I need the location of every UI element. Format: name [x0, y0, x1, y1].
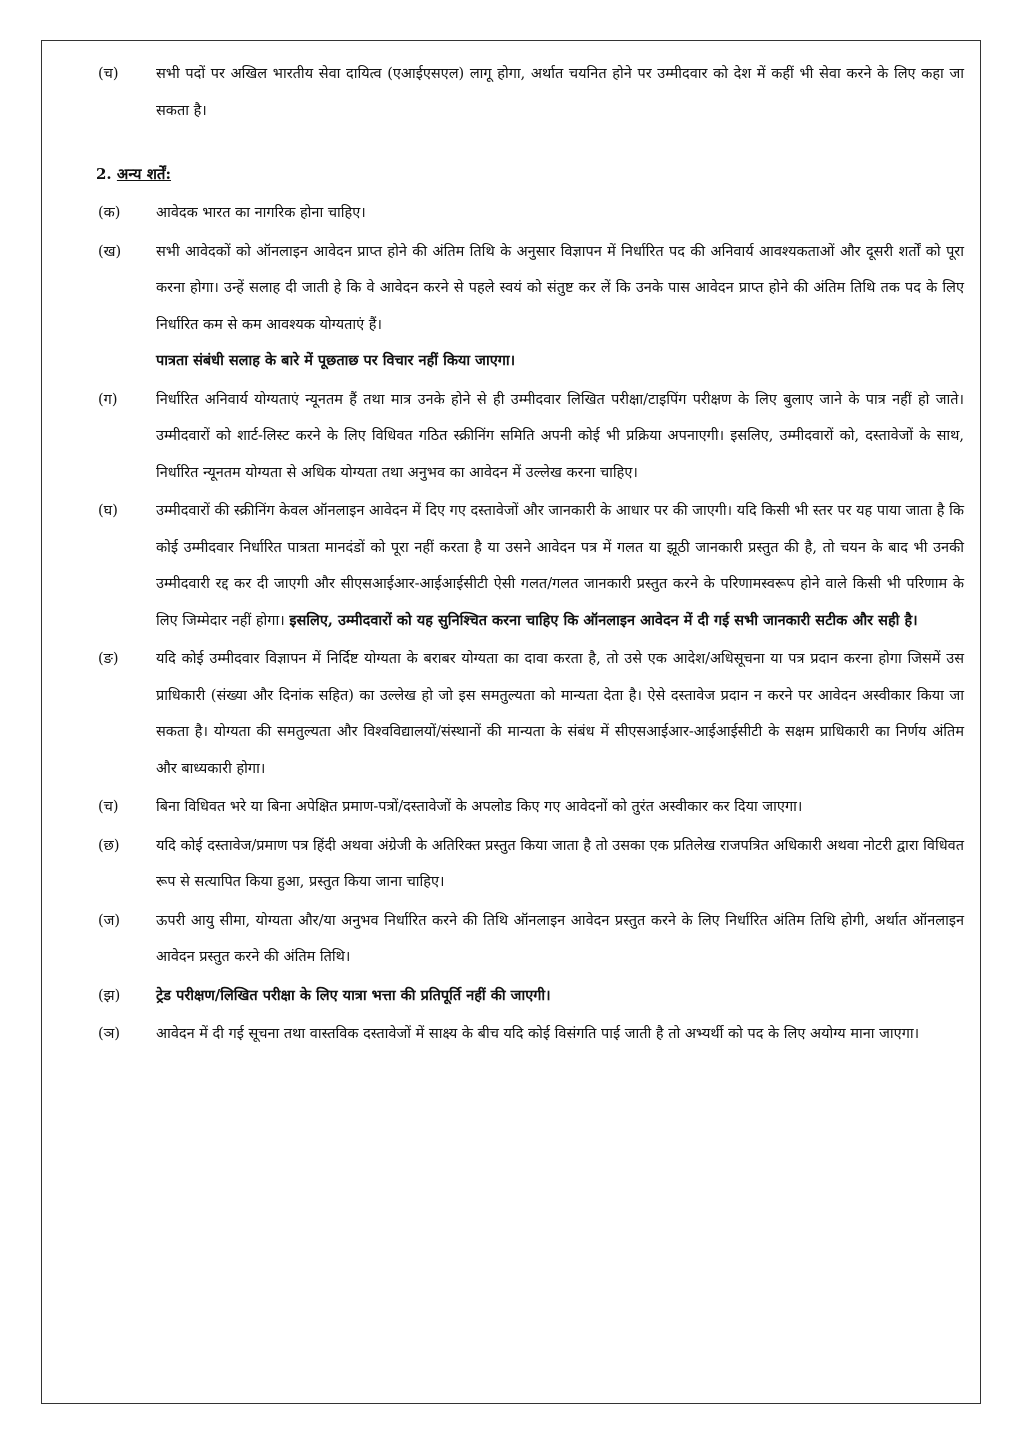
section-heading: [96, 159, 964, 189]
clause-text: [156, 234, 964, 380]
clause-chha: [96, 828, 964, 901]
clause-nga: [96, 641, 964, 787]
clause-ka: [96, 195, 964, 232]
clause-bold-text: ट्रेड परीक्षण/लिखित परीक्षा के लिए यात्रा भत्ता की प्रतिपूर्ति नहीं की जाएगी।: [156, 986, 551, 1004]
clause-text: [156, 789, 964, 826]
clause-plain-text: निर्धारित अनिवार्य योग्यताएं न्यूनतम हैं तथा मात्र उनके होने से ही उम्मीदवार लिखित परीक्षा/टाइपिंग परीक्षण के लिए बुलाए जाने के पात्र नहीं हो जाते। उम्मीदवारों को शार्ट-लिस्ट करने के लिए विधिवत गठित स्क्रीनिंग समिति अपनी कोई भी प्रक्रिया अपनाएगी। इसलिए, उम्मीदवारों को, दस्तावेजों के साथ, निर्धारित न्यूनतम योग्यता से अधिक योग्यता तथा अनुभव का आवेदन में उल्लेख करना चाहिए।: [156, 391, 964, 481]
clause-marker: (ख): [98, 243, 122, 260]
clause-plain-text: बिना विधिवत भरे या बिना अपेक्षित प्रमाण-पत्रों/दस्तावेजों के अपलोड किए गए आवेदनों को तुरंत अस्वीकार कर दिया जाएगा।: [156, 799, 803, 815]
clause-marker: (ग): [98, 391, 118, 408]
clause-bold-text: इसलिए, उम्मीदवारों को यह सुनिश्चित करना चाहिए कि ऑनलाइन आवेदन में दी गई सभी जानकारी सटीक और सही है।: [289, 611, 918, 629]
clause-text: सभी पदों पर अखिल भारतीय सेवा दायित्व (एआईएसएल) लागू होगा, अर्थात चयनित होने पर उम्मीदवार को देश में कहीं भी सेवा करने के लिए कहा जा सकता है।: [156, 66, 964, 119]
clause-marker: (ज): [98, 912, 121, 929]
clause-text: [156, 493, 964, 639]
clause-text: [156, 382, 964, 492]
clause-plain-text: सभी आवेदकों को ऑनलाइन आवेदन प्राप्त होने की अंतिम तिथि के अनुसार विज्ञापन में निर्धारित पद की अनिवार्य आवश्यकताओं और दूसरी शर्तों को पूरा करना होगा। उन्हें सलाह दी जाती हे कि वे आवेदन करने से पहले स्वयं को संतुष्ट कर लें कि उनके पास आवेदन प्राप्त होने की अंतिम तिथि तक पद के लिए निर्धारित कम से कम आवश्यक योग्यताएं हैं।: [156, 243, 964, 333]
clause-kha: [96, 234, 964, 380]
clause-plain-text: ऊपरी आयु सीमा, योग्यता और/या अनुभव निर्धारित करने की तिथि ऑनलाइन आवेदन प्रस्तुत करने के लिए निर्धारित अंतिम तिथि होगी, अर्थात ऑनलाइन आवेदन प्रस्तुत करने की अंतिम तिथि।: [156, 912, 964, 965]
clause-cha: [96, 789, 964, 826]
clause-marker: (ङ): [98, 651, 119, 667]
clause-marker: (च): [98, 799, 119, 815]
clause-marker: (च): [98, 66, 119, 82]
clause-text: [156, 903, 964, 976]
clause-gha: [96, 493, 964, 639]
clause-text: [156, 195, 964, 232]
clause-text: [156, 828, 964, 901]
clause-ga: [96, 382, 964, 492]
clause-marker: (झ): [98, 987, 121, 1004]
clause-nya: [96, 1016, 964, 1053]
clause-marker: (क): [98, 205, 121, 221]
section-number: 2.: [96, 165, 112, 183]
clause-text: [156, 978, 964, 1015]
clause-plain-text: आवेदक भारत का नागरिक होना चाहिए।: [156, 205, 366, 221]
clause-intro: [96, 56, 964, 129]
clause-jha: [96, 978, 964, 1015]
clause-marker: (छ): [98, 837, 120, 854]
section-title: अन्य शर्तें:: [116, 165, 172, 183]
clause-ja: [96, 903, 964, 976]
clause-text: [156, 1016, 964, 1053]
clause-bold-text: पात्रता संबंधी सलाह के बारे में पूछताछ पर विचार नहीं किया जाएगा।: [156, 352, 516, 369]
clause-plain-text: आवेदन में दी गई सूचना तथा वास्तविक दस्तावेजों में साक्ष्य के बीच यदि कोई विसंगति पाई जाती है तो अभ्यर्थी को पद के लिए अयोग्य माना जाएगा।: [156, 1026, 920, 1042]
clause-plain-text: उम्मीदवारों की स्क्रीनिंग केवल ऑनलाइन आवेदन में दिए गए दस्तावेजों और जानकारी के आधार पर की जाएगी। यदि किसी भी स्तर पर यह पाया जाता है कि कोई उम्मीदवार निर्धारित पात्रता मानदंडों को पूरा नहीं करता है या उसने आवेदन पत्र में गलत या झूठी जानकारी प्रस्तुत की है, तो चयन के बाद भी उनकी उम्मीदवारी रद्द कर दी जाएगी और सीएसआईआर-आईआईसीटी ऐसी गलत/गलत जानकारी प्रस्तुत करने के परिणामस्वरूप होने वाले किसी भी परिणाम के लिए जिम्मेदार नहीं होगा।: [156, 503, 964, 629]
clause-text: [156, 641, 964, 787]
clause-marker: (घ): [98, 503, 118, 519]
clause-plain-text: यदि कोई उम्मीदवार विज्ञापन में निर्दिष्ट योग्यता के बराबर योग्यता का दावा करता है, तो उसे एक आदेश/अधिसूचना या पत्र प्रदान करना होगा जिसमें उस प्राधिकारी (संख्या और दिनांक सहित) का उल्लेख हो जो इस समतुल्यता को मान्यता देता है। ऐसे दस्तावेज प्रदान न करने पर आवेदन अस्वीकार किया जा सकता है। योग्यता की समतुल्यता और विश्वविद्यालयों/संस्थानों की मान्यता के संबंध में सीएसआईआर-आईआईसीटी के सक्षम प्राधिकारी का निर्णय अंतिम और बाध्यकारी होगा।: [156, 651, 964, 777]
clause-marker: (ञ): [98, 1026, 121, 1042]
clause-plain-text: यदि कोई दस्तावेज/प्रमाण पत्र हिंदी अथवा अंग्रेजी के अतिरिक्त प्रस्तुत किया जाता है तो उसका एक प्रतिलेख राजपत्रित अधिकारी अथवा नोटरी द्वारा विधिवत रूप से सत्यापित किया हुआ, प्रस्तुत किया जाना चाहिए।: [156, 837, 964, 890]
document-content: [96, 56, 964, 1055]
